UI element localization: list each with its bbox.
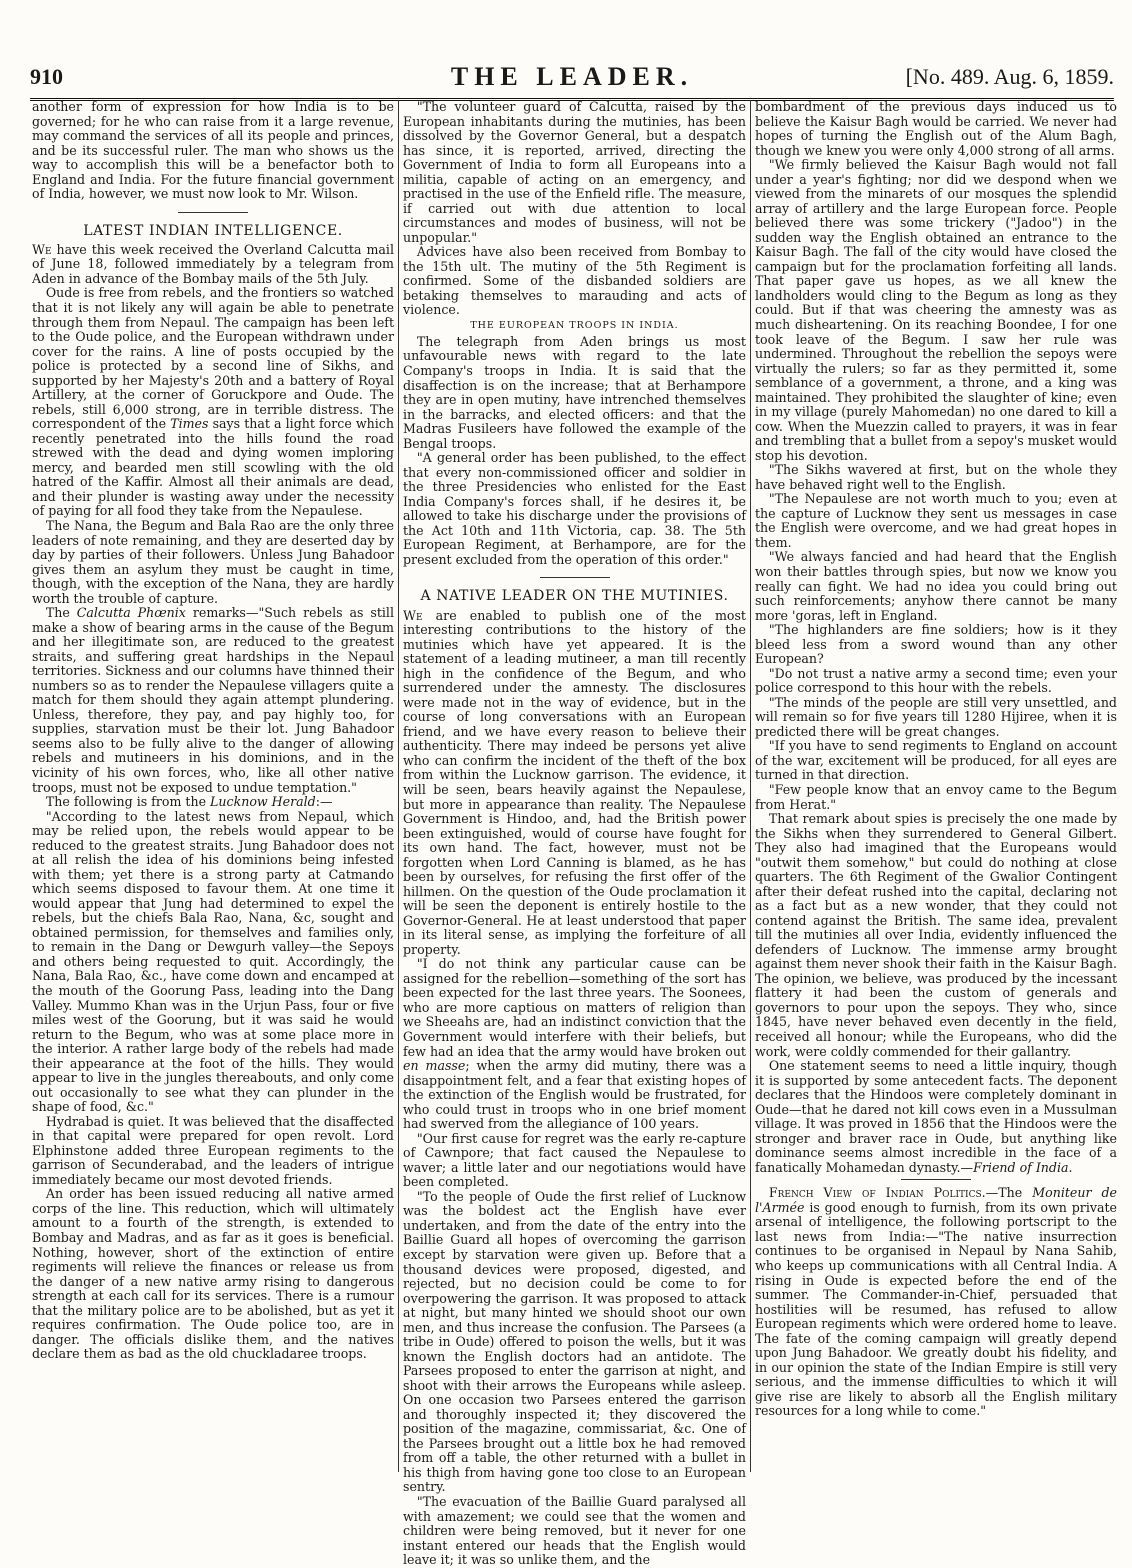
quoted-paragraph: "Do not trust a native army a second time; even your police correspond to this hour with the rebels. — [755, 665, 1117, 696]
run-in-heading: French View of Indian Politics. — [768, 1185, 986, 1201]
paragraph: another form of expression for how India is to be governed; for he who can raise from it a large revenue, may command the services of all its people and princes, and be its successful ruler. The man who shows us the way to accomplish this will be a benefactor both to England and India. For the future financial government of India, however, we must now look to Mr. Wilson. — [32, 99, 394, 202]
source-title: Moniteur de l'Armée — [755, 1185, 1118, 1215]
sub-heading: THE EUROPEAN TROOPS IN INDIA. — [470, 319, 679, 331]
source-title: Times — [170, 416, 209, 432]
quoted-paragraph: "According to the latest news from Nepaul, which may be relied upon, the rebels would appear to be reduced to the greatest straits. Jung Bahadoor does not at all relish the idea of his dominions being infested with them; yet there is a strong party at Catmando which seems disposed to favour them. At one time it would appear that Jung had determined to expel the rebels, but the chiefs Bala Rao, Nana, &c, sought and obtained permission, for themselves and families only, to remain in the Dang or Dewgurh valley—the Sepoys and others being requested to quit. Accordingly, the Nana, Bala Rao, &c., have come down and encamped at the mouth of the Goorung Pass, leading into the Dang Valley. Mummo Khan was in the Urjun Pass, four or five miles west of the Goorung, but it was said he would return to the Begum, who was at some place more in the interior. A rather large body of the rebels had made their appearance at the foot of the hills. They would appear to live in the jungles thereabouts, and only come out occasionally to see what they can plunder in the shape of food, &c." — [32, 808, 394, 1115]
section-heading: LATEST INDIAN INTELLIGENCE. — [83, 222, 343, 239]
quoted-paragraph: "We firmly believed the Kaisur Bagh would not fall under a year's fighting; nor did we despond when we viewed from the minarets of our mosques the splendid array of artillery and the large European force. People believed there was some trickery ("Jadoo") in the sudden way the English obtained an entrance to the Kaisur Bagh. The fall of the city would have closed the campaign but for the proclamation forfeiting all lands. That paper gave us hopes, as we all knew the landholders would cling to the Begum as long as they could. But if that was cheering the amnesty was as much disheartening. On its reaching Boondee, I for one took leave of the Begum. I saw her rule was undermined. Throughout the rebellion the sepoys were virtually the rulers; so far as they permitted it, some semblance of a government, a throne, and a king was maintained. They prohibited the slaughter of kine; even in my village (purely Mahomedan) no one dared to kill a cow. When the Muezzin called to prayers, it was in fear and trembling that a bullet from a sepoy's musket would stop his devotion. — [755, 157, 1118, 463]
quoted-paragraph: "To the people of Oude the first relief of Lucknow was the boldest act the English have ever undertaken, and from the date of the entry into the Baillie Guard all hopes of overcoming the garrison except by starvation were given up. Before that a thousand devices were proposed, digested, and rejected, but no decision could be come to for overpowering the garrison. It was proposed to attack at night, but many hinted we should shoot our own men, and thus increase the confusion. The Parsees (a tribe in Oude) offered to poison the wells, but it was known the English doctors had an antidote. The Parsees proposed to enter the garrison at night, and shoot with their arrows the Europeans while asleep. On one occasion two Parsees entered the garrison and thoroughly inspected it; they discovered the position of the magazine, commissariat, &c. One of the Parsees brought out a little box he had removed from off a table, the other returned with a bullet in his thigh from having gone too close to an European sentry. — [403, 1188, 746, 1495]
quoted-paragraph: "If you have to send regiments to England on account of the war, excitement will be produced, for all eyes are turned in that direction. — [755, 738, 1117, 783]
quoted-paragraph: "A general order has been published, to the effect that every non-commissioned officer and soldier in the three Presidencies who enlisted for the East India Company's forces shall, if he desires it, be allowed to take his discharge under the provisions of the Act 10th and 11th Victoria, cap. 38. The 5th European Regiment, at Berhampore, are for the present excluded from the operation of this order." — [403, 450, 746, 567]
paragraph: French View of Indian Politics.—The Moniteur de l'Armée is good enough to furnish, from its own private arsenal of intelligence, the following portscript to the last news from India:—"The native insurrection continues to be organised in Nepaul by Nana Sahib, who keeps up communications with all Central India. A rising in Oude is expected before the end of the summer. The Commander-in-Chief, persuaded that hostilities will be resumed, has refused to allow European regiments which were ordered home to leave. The fate of the coming campaign will greatly depend upon Jung Bahadoor. We greatly doubt his fidelity, and in our opinion the state of the Indian Empire is still very serious, and the immense difficulties to which it will give rise are likely to absorb all the English military resources for a long while to come." — [755, 1185, 1118, 1419]
paragraph: Oude is free from rebels, and the frontiers so watched that it is not likely any will again be able to penetrate through them from Nepaul. The campaign has been left to the Oude police, and the European withdrawn under cover for the rains. A line of posts occupied by the police is protected by a second line of Sikhs, and supported by her Majesty's 20th and a battery of Royal Artillery, at the corner of Goruckpore and Oude. The rebels, still 6,000 strong, are in terrible distress. The correspondent of the Times says that a light force which recently penetrated into the hills found the road strewed with the dead and dying women imploring mercy, and bearded men still scowling with the old hatred of the Kaffir. Almost all their animals are dead, and their plunder is wasting away under the necessity of paying for all food they take from the Nepaulese. — [32, 285, 394, 519]
quoted-paragraph: "The volunteer guard of Calcutta, raised by the European inhabitants during the mutinies, has been dissolved by the Governor General, but a despatch has since, it is reported, arrived, directing the Government of India to form all Europeans into a militia, capable of acting on an emergency, and practised in the use of the Enfield rifle. The measure, if carried out with due attention to local circumstances and modes of business, will not be unpopular." — [403, 99, 746, 245]
masthead: THE LEADER. — [450, 62, 694, 91]
paragraph: We have this week received the Overland Calcutta mail of June 18, followed immediately by a telegram from Aden in advance of the Bombay mails of the 5th July. — [32, 241, 394, 286]
lead-word: We — [32, 241, 52, 257]
source-title: Friend of India. — [973, 1159, 1073, 1175]
paragraph: Hydrabad is quiet. It was believed that the disaffected in that capital were prepared for open revolt. Lord Elphinstone added three European regiments to the garrison of Secunderabad, and the leaders of intrigue immediately became our most devoted friends. — [32, 1113, 394, 1187]
paragraph: The Calcutta Phœnix remarks—"Such rebels as still make a show of bearing arms in the cause of the Begum and her illegitimate son, are reduced to the greatest straits, and suffering great hardships in the Nepaul territories. Sickness and our columns have thinned their numbers so as to render the Nepaulese villagers quite a match for them should they again attempt plundering. Unless, therefore, they pay, and pay highly too, for supplies, starvation must be their lot. Jung Bahadoor seems also to be fully alive to the danger of allowing rebels and mutineers in his dominions, and in the vicinity of his own forces, who, like all other native troops, must not be exposed to undue temptation." — [32, 605, 394, 795]
quoted-paragraph: "The Sikhs wavered at first, but on the whole they have behaved right well to the English. — [755, 462, 1117, 492]
paragraph: The telegraph from Aden brings us most unfavourable news with regard to the late Company's troops in India. It is said that the disaffection is on the increase; that at Berhampore they are in open mutiny, have intrenched themselves in the barracks, and elected officers: and that the Madras Fusileers have followed the example of the Bengal troops. — [403, 333, 746, 451]
column-2 — [403, 99, 746, 1568]
section-divider — [540, 577, 610, 578]
quoted-paragraph: "The highlanders are fine soldiers; how is it they bleed less from a sword wound than any other European? — [755, 622, 1117, 667]
quoted-paragraph: "Few people know that an envoy came to the Begum from Herat." — [755, 781, 1117, 812]
quoted-paragraph: "The minds of the people are still very unsettled, and will remain so for five years till 1280 Hijiree, when it is predicted there will be great changes. — [755, 694, 1117, 739]
section-heading: A NATIVE LEADER ON THE MUTINIES. — [420, 588, 729, 605]
paragraph: The Nana, the Begum and Bala Rao are the only three leaders of note remaining, and they are deserted day by day by parties of their followers. Unless Jung Bahadoor gives them an asylum they must be caught in time, though, with the exception of the Nana, they are hardly worth the trouble of capture. — [32, 517, 394, 606]
column-rule — [398, 100, 399, 1472]
paragraph: Advices have also been received from Bombay to the 15th ult. The mutiny of the 5th Regiment is confirmed. Some of the disbanded soldiers are betaking themselves to marauding and acts of violence. — [403, 244, 746, 318]
page-header — [30, 62, 1114, 101]
paragraph: bombardment of the previous days induced us to believe the Kaisur Bagh would be carried. We never had hopes of turning the English out of the Alum Bagh, though we knew you were only 4,000 strong of all arms. — [755, 99, 1117, 158]
source-title: Lucknow Herald — [210, 794, 316, 810]
source-title: Calcutta Phœnix — [76, 605, 186, 621]
quoted-paragraph: "I do not think any particular cause can be assigned for the rebellion—something of the sort has been expected for the last three years. The Soonees, who are more captious on matters of religion than we Sheeahs are, had an indistinct conviction that the Government would interfere with their beliefs, but few had an idea that the army would have broken out en masse; when the army did mutiny, there was a disappointment felt, and a fear that existing hopes of the extinction of the English would be frustrated, for who could trust in troops who in one brief moment had swerved from the allegiance of 100 years. — [403, 956, 746, 1132]
lead-word: We — [403, 607, 423, 623]
paragraph: The following is from the Lucknow Herald:— — [45, 794, 333, 810]
page-number: 910 — [30, 64, 63, 89]
paragraph: One statement seems to need a little inquiry, though it is supported by some antecedent facts. The deponent declares that the Hindoos were completely dominant in Oude—that he dared not kill cows even in a Mussulman village. It was proved in 1856 that the Hindoos were the stronger and braver race in Oude, but anything like dominance seems almost incredible in the face of a fanatically Mohamedan dynasty.—Friend of India. — [755, 1058, 1117, 1175]
column-1 — [32, 100, 394, 1475]
issue-date: [No. 489. Aug. 6, 1859. — [905, 64, 1114, 89]
column-rule — [750, 100, 751, 1472]
section-divider — [901, 1179, 971, 1180]
quoted-paragraph: "We always fancied and had heard that the English won their battles through spies, but now we know you really can fight. We had no idea you could bring out such reinforcements; anyhow there cannot be many more 'goras, left in England. — [755, 549, 1117, 623]
emphasis: en masse — [403, 1058, 466, 1074]
paragraph: We are enabled to publish one of the most interesting contributions to the history of the mutinies which have yet appeared. It is the statement of a leading mutineer, a man till recently high in the confidence of the Begum, and who surrendered under the amnesty. The disclosures were made not in the way of evidence, but in the course of long conversations with an European friend, and we have every reason to believe their authenticity. There may indeed be persons yet alive who can confirm the incident of the theft of the box from within the Lucknow garrison. The evidence, it will be seen, bears heavily against the Nepaulese, but more in appearance than reality. The Nepaulese Government is Hindoo, and, had the British power been extinguished, would of course have fought for its own hand. The fact, however, must not be forgotten when Lord Canning is blamed, as he has been by ourselves, for refusing the first offer of the hillmen. On the question of the Oude proclamation it will be seen the deponent is entirely hostile to the Governor-General. He at least understood that paper in its literal sense, as implying the forfeiture of all property. — [403, 607, 746, 957]
paragraph: That remark about spies is precisely the one made by the Sikhs when they surrendered to General Gilbert. They also had imagined that the Europeans would "outwit them somehow," but could do nothing at close quarters. The 6th Regiment of the Gwalior Contingent after their defeat rushed into the capital, declaring not as a fact but as a new wonder, that they could not contend against the British. The same idea, prevalent till the mutinies all over India, evidently influenced the defenders of Lucknow. The immense army brought against them never shook their faith in the Kaisur Bagh. The opinion, we believe, was produced by the incessant flattery it had been the custom of generals and governors to pour upon the sepoys. They who, since 1845, have never behaved even decently in the field, received all honour; while the Europeans, who did the work, were coldly commended for their gallantry. — [755, 811, 1117, 1059]
quoted-paragraph: "Our first cause for regret was the early re-capture of Cawnpore; that fact caused the Nepaulese to waver; a little later and our negotiations would have been completed. — [403, 1130, 746, 1190]
section-divider — [178, 212, 248, 213]
quoted-paragraph: "The evacuation of the Baillie Guard paralysed all with amazement; we could see that the women and children were being removed, but it never for one instant entered our heads that the English would leave it; it was so unlike them, and the — [403, 1494, 746, 1568]
column-3 — [755, 100, 1117, 1475]
paragraph: An order has been issued reducing all native armed corps of the line. This reduction, which will ultimately amount to a fourth of the strength, is extended to Bombay and Madras, and as far as it goes is beneficial. Nothing, however, short of the extinction of entire regiments will relieve the finances or release us from the danger of a new native army rising to dangerous strength at each call for its services. There is a rumour that the military police are to be abolished, but as yet it requires confirmation. The Oude police too, are in danger. The officials dislike them, and the natives declare them as bad as the old chuckladaree troops. — [32, 1186, 394, 1362]
quoted-paragraph: "The Nepaulese are not worth much to you; even at the capture of Lucknow they sent us messages in case the English were overcome, and we had great hopes in them. — [755, 491, 1117, 550]
